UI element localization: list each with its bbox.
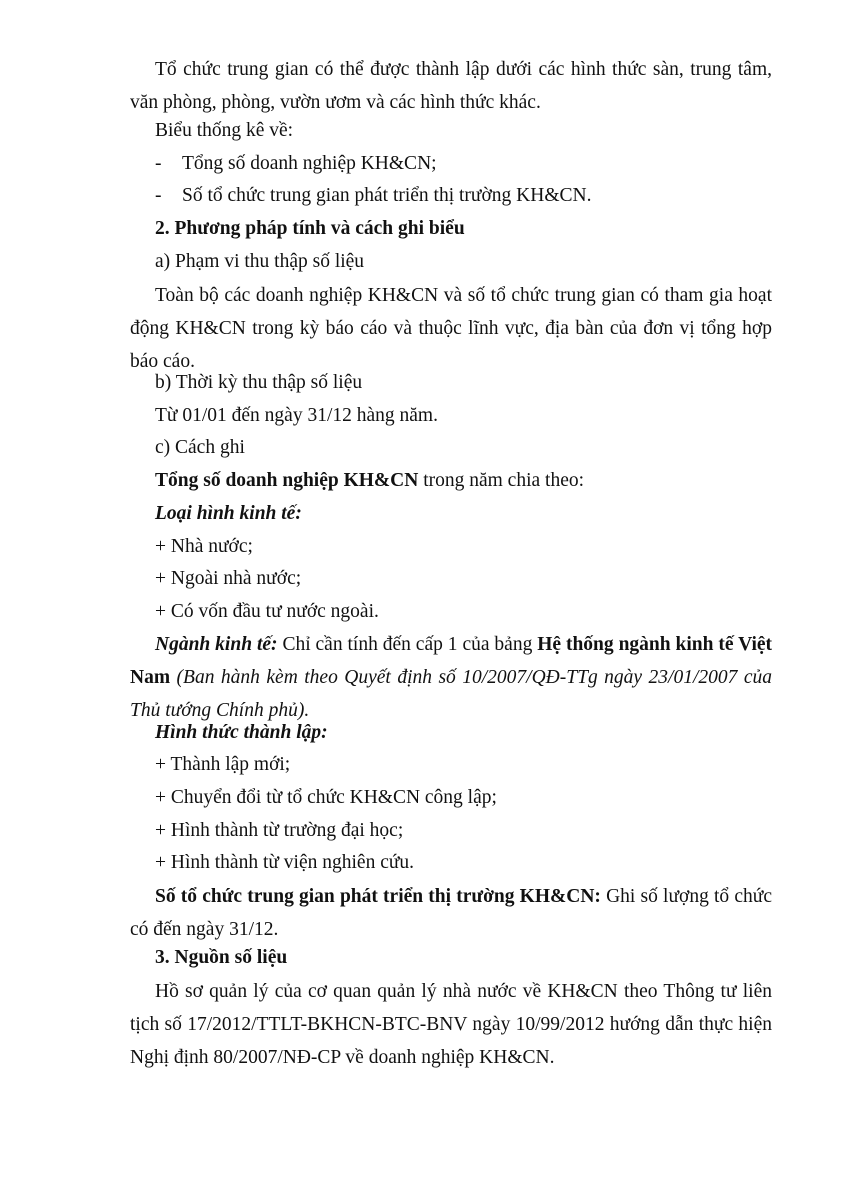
subheading-scope: a) Phạm vi thu thập số liệu: [155, 251, 365, 272]
section-heading-method: 2. Phương pháp tính và cách ghi biểu: [155, 218, 465, 239]
list-item-new: + Thành lập mới;: [155, 754, 291, 775]
bullet-intermediary-count: [155, 184, 591, 208]
list-item-state: + Nhà nước;: [155, 536, 253, 557]
bold-term: Hệ thống ngành kinh tế Việt Nam: [130, 634, 773, 688]
paragraph-intermediary-count: [130, 880, 772, 946]
bullet-text: Số tổ chức trung gian phát triển thị trường KH&CN.: [182, 185, 592, 206]
list-item-university: + Hình thành từ trường đại học;: [155, 820, 404, 841]
paragraph-period-dates: Từ 01/01 đến ngày 31/12 hàng năm.: [155, 405, 438, 426]
label-establishment-form: Hình thức thành lập:: [155, 722, 328, 743]
section-heading-data-source: 3. Nguồn số liệu: [155, 947, 288, 968]
list-item-institute: + Hình thành từ viện nghiên cứu.: [155, 852, 415, 873]
paragraph-total-enterprises: [155, 469, 584, 493]
list-item-non-state: + Ngoài nhà nước;: [155, 568, 302, 589]
paragraph-economic-sector: [130, 628, 772, 727]
paragraph-statistics-about: Biểu thống kê về:: [155, 120, 294, 141]
plain-text: Chỉ cần tính đến cấp 1 của bảng: [277, 634, 538, 655]
subheading-how-to-record: c) Cách ghi: [155, 437, 245, 458]
subheading-period: b) Thời kỳ thu thập số liệu: [155, 372, 363, 393]
paragraph-scope-description: Toàn bộ các doanh nghiệp KH&CN và số tổ chức trung gian có tham gia hoạt động KH&CN trong kỳ báo cáo và thuộc lĩnh vực, địa bàn của đơn vị tổng hợp báo cáo.: [130, 285, 772, 372]
bullet-dash: -: [155, 185, 162, 206]
bullet-total-enterprises: [155, 152, 437, 176]
bullet-dash: -: [155, 153, 162, 174]
bold-term: Tổng số doanh nghiệp KH&CN: [155, 470, 419, 491]
italic-note: (Ban hành kèm theo Quyết định số 10/2007/QĐ-TTg ngày 23/01/2007 của Thủ tướng Chính phủ).: [130, 667, 772, 721]
label-economic-type: Loại hình kinh tế:: [155, 503, 302, 524]
paragraph-intermediary-forms: Tổ chức trung gian có thể được thành lập dưới các hình thức sàn, trung tâm, văn phòng, phòng, vườn ươm và các hình thức khác.: [130, 59, 772, 113]
bullet-text: Tổng số doanh nghiệp KH&CN;: [182, 153, 437, 174]
plain-text: trong năm chia theo:: [418, 470, 585, 491]
paragraph-data-source: Hồ sơ quản lý của cơ quan quản lý nhà nước về KH&CN theo Thông tư liên tịch số 17/2012/TTLT-BKHCN-BTC-BNV ngày 10/99/2012 hướng dẫn thực hiện Nghị định 80/2007/NĐ-CP về doanh nghiệp KH&CN.: [130, 981, 772, 1068]
bold-term: Số tổ chức trung gian phát triển thị trường KH&CN:: [155, 886, 601, 907]
list-item-foreign-invested: + Có vốn đầu tư nước ngoài.: [155, 601, 379, 622]
label-economic-sector: Ngành kinh tế:: [155, 634, 278, 655]
plain-text: Ghi số lượng tổ chức có đến ngày 31/12.: [130, 886, 772, 940]
list-item-converted: + Chuyển đổi từ tổ chức KH&CN công lập;: [155, 787, 497, 808]
